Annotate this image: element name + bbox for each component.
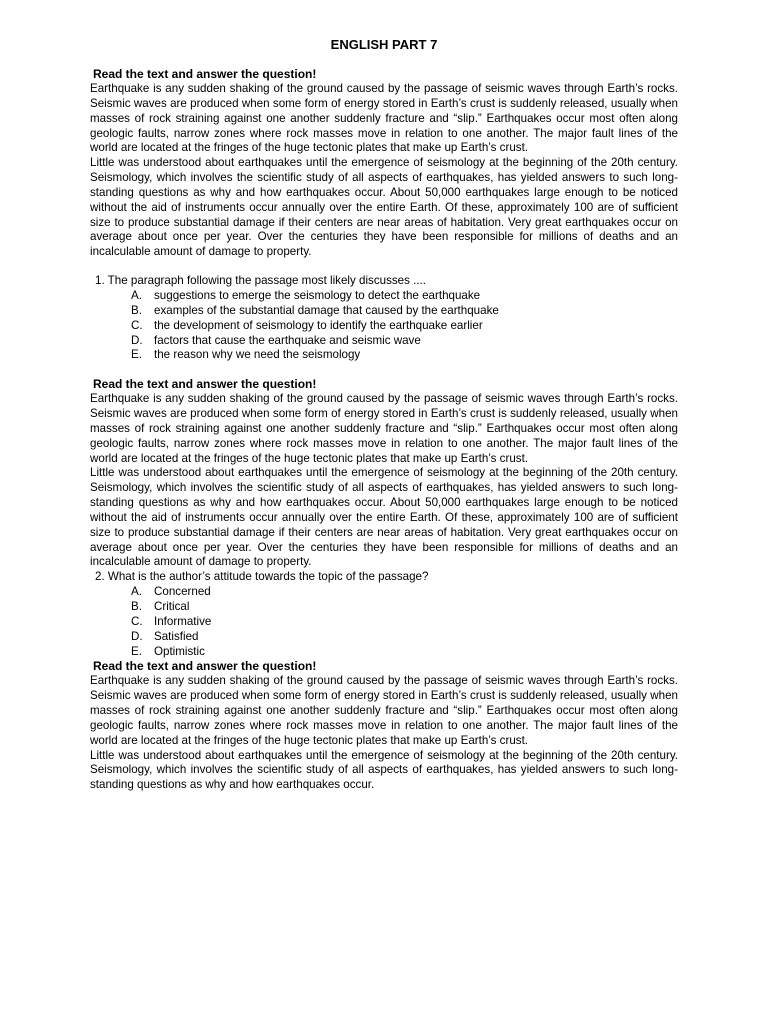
passage-paragraph: Little was understood about earthquakes until the emergence of seismology at the beginning of the 20th century. Seismology, which involves the scientific study of all aspects of earthquakes, has yielded answers to such long-standing questions as why and how earthquakes occur. — [90, 748, 678, 792]
option-letter: B. — [131, 303, 142, 317]
option-text: Informative — [154, 614, 212, 628]
passage-paragraph: Earthquake is any sudden shaking of the ground caused by the passage of seismic waves through Earth’s rocks. Seismic waves are produced when some form of energy stored in Earth’s crust is suddenly released, usually when masses of rock straining against one another suddenly fracture and “slip.” Earthquakes occur most often along geologic faults, narrow zones where rock masses move in relation to one another. The major fault lines of the world are located at the fringes of the huge tectonic plates that make up Earth’s crust. — [90, 674, 678, 747]
answer-option-c[interactable] — [131, 615, 678, 630]
option-text: Satisfied — [154, 629, 199, 643]
answer-option-e[interactable] — [131, 645, 678, 660]
option-text: the development of seismology to identify the earthquake earlier — [154, 318, 483, 332]
option-text: Concerned — [154, 585, 211, 599]
section-instruction: Read the text and answer the question! — [93, 659, 317, 674]
option-letter: D. — [131, 629, 143, 643]
answer-option-a[interactable] — [131, 289, 678, 304]
question-2: 2. What is the author’s attitude towards the topic of the passage? — [95, 570, 429, 584]
passage-paragraph: Earthquake is any sudden shaking of the ground caused by the passage of seismic waves through Earth’s rocks. Seismic waves are produced when some form of energy stored in Earth’s crust is suddenly released, usually when masses of rock straining against one another suddenly fracture and “slip.” Earthquakes occur most often along geologic faults, narrow zones where rock masses move in relation to one another. The major fault lines of the world are located at the fringes of the huge tectonic plates that make up Earth’s crust. — [90, 82, 678, 155]
section-instruction: Read the text and answer the question! — [93, 377, 317, 392]
option-text: Optimistic — [154, 644, 205, 658]
page-title: ENGLISH PART 7 — [330, 37, 438, 52]
answer-option-c[interactable] — [131, 319, 678, 334]
answer-option-d[interactable] — [131, 630, 678, 645]
section-3 — [90, 659, 678, 793]
section-instruction: Read the text and answer the question! — [93, 67, 317, 81]
option-letter: E. — [131, 348, 142, 362]
answer-option-b[interactable] — [131, 600, 678, 615]
option-letter: B. — [131, 600, 142, 613]
passage-paragraph: Earthquake is any sudden shaking of the ground caused by the passage of seismic waves through Earth’s rocks. Seismic waves are produced when some form of energy stored in Earth’s crust is suddenly released, usually when masses of rock straining against one another suddenly fracture and “slip.” Earthquakes occur most often along geologic faults, narrow zones where rock masses move in relation to one another. The major fault lines of the world are located at the fringes of the huge tectonic plates that make up Earth’s crust. — [90, 392, 678, 465]
option-text: factors that cause the earthquake and seismic wave — [154, 333, 421, 347]
option-text: suggestions to emerge the seismology to detect the earthquake — [154, 288, 481, 302]
document-page — [90, 37, 678, 793]
option-letter: A. — [131, 288, 142, 302]
answer-options — [90, 289, 678, 363]
answer-options — [90, 585, 678, 659]
answer-option-d[interactable] — [131, 334, 678, 349]
option-text: examples of the substantial damage that caused by the earthquake — [154, 303, 499, 317]
section-2 — [90, 377, 678, 659]
answer-option-e[interactable] — [131, 348, 678, 363]
option-text: Critical — [154, 600, 190, 613]
option-letter: C. — [131, 614, 143, 628]
option-letter: C. — [131, 318, 143, 332]
answer-option-a[interactable] — [131, 585, 678, 600]
option-text: the reason why we need the seismology — [154, 348, 361, 362]
passage-paragraph: Little was understood about earthquakes until the emergence of seismology at the beginning of the 20th century. Seismology, which involves the scientific study of all aspects of earthquakes, has yielded answers to such long-standing questions as why and how earthquakes occur. About 50,000 earthquakes large enough to be noticed without the aid of instruments occur annually over the entire Earth. Of these, approximately 100 are of sufficient size to produce substantial damage if their centers are near areas of habitation. Very great earthquakes occur on average about once per year. Over the centuries they have been responsible for millions of deaths and an incalculable amount of damage to property. — [90, 466, 678, 569]
option-letter: D. — [131, 333, 143, 347]
option-letter: A. — [131, 585, 142, 599]
option-letter: E. — [131, 644, 142, 658]
answer-option-b[interactable] — [131, 304, 678, 319]
section-1 — [90, 67, 678, 363]
passage-paragraph: Little was understood about earthquakes until the emergence of seismology at the beginning of the 20th century. Seismology, which involves the scientific study of all aspects of earthquakes, has yielded answers to such long-standing questions as why and how earthquakes occur. About 50,000 earthquakes large enough to be noticed without the aid of instruments occur annually over the entire Earth. Of these, approximately 100 are of sufficient size to produce substantial damage if their centers are near areas of habitation. Very great earthquakes occur on average about once per year. Over the centuries they have been responsible for millions of deaths and an incalculable amount of damage to property. — [90, 156, 678, 259]
question-1: 1. The paragraph following the passage most likely discusses .... — [95, 274, 427, 288]
